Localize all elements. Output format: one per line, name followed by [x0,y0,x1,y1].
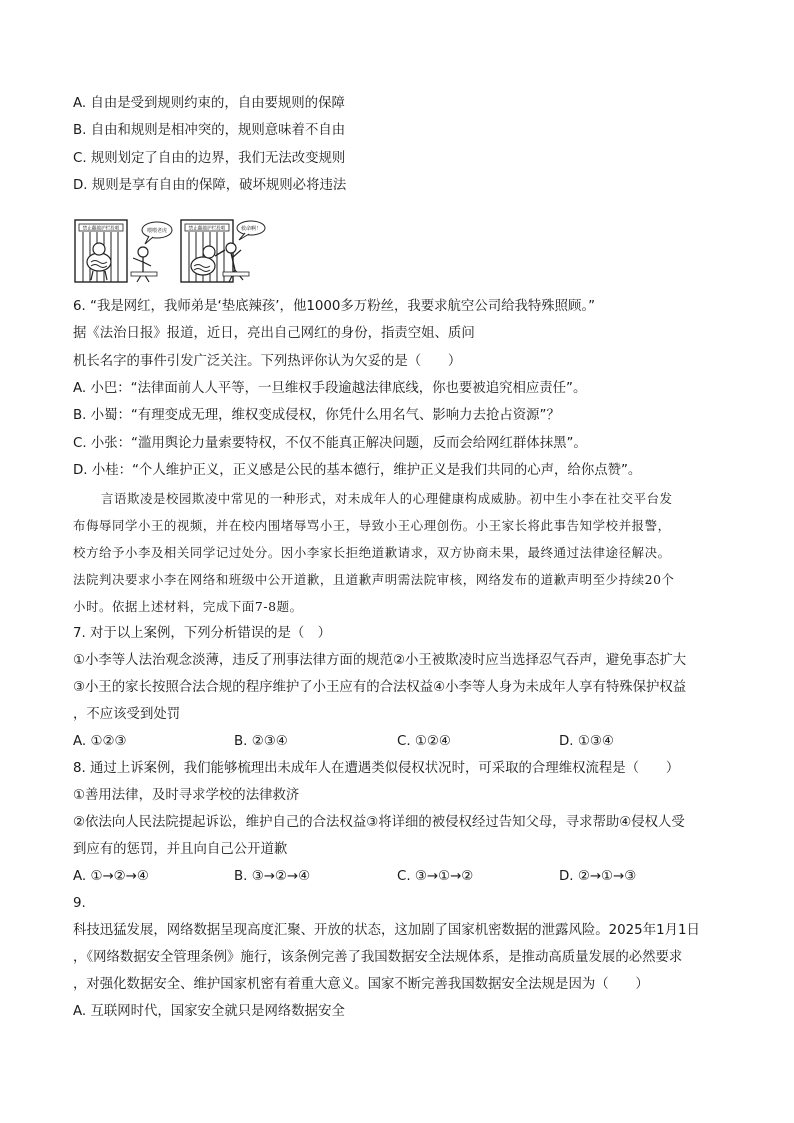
q6-stem-line-1: 6. “我是网红，我师弟是‘垫底辣孩’，他1000多万粉丝，我要求航空公司给我特殊照顾。” [73,299,596,314]
q7-option-b: B. ②③④ [234,734,288,749]
q8-statement-line-1: ①善用法律，及时寻求学校的法律救济 [73,788,300,803]
speech-bubble-left: 喂喂老虎 [146,228,168,234]
speech-bubble-right: 救命啊！ [240,226,262,232]
q8-option-d: D. ②→①→③ [559,869,637,884]
q8-option-b: B. ③→②→④ [234,869,311,884]
q6-stem-line-2: 据《法治日报》报道，近日，亮出自己网红的身份，指责空姐、质问 [73,326,475,341]
passage-line-4: 法院判决要求小李在网络和班级中公开道歉，且道歉声明需法院审核，网络发布的道歉声明至少持续20个 [73,572,675,587]
q9-stem-line-2: ，《网络数据安全管理条例》施行，该条例完善了我国数据安全法规体系，是推动高质量发展的必然要求 [73,950,683,965]
passage-line-3: 校方给予小李及相关同学记过处分。因小李家长拒绝道歉请求，双方协商未果，最终通过法律途径解决。 [73,545,671,560]
q6-option-d: D. 小桂：“个人维护正义，正义感是公民的基本德行，维护正义是我们共同的心声，给你点赞”。 [73,463,642,478]
q5-option-b: B. 自由和规则是相冲突的，规则意味着不自由 [73,123,346,138]
cage-sign-left: 禁止翻越护栏投喂 [82,226,120,232]
cartoon-panel-2 [181,220,265,282]
q7-statement-line-1: ①小李等人法治观念淡薄，违反了刑事法律方面的规范②小王被欺凌时应当选择忍气吞声，避免事态扩大 [73,653,687,668]
q8-option-a: A. ①→②→④ [73,869,149,884]
passage-line-2: 布侮辱同学小王的视频，并在校内围堵辱骂小王，导致小王心理创伤。小王家长将此事告知学校并报警， [73,518,671,533]
q7-statement-line-3: ，不应该受到处罚 [73,707,181,722]
q6-option-c: C. 小张：“滥用舆论力量索要特权，不仅不能真正解决问题，反而会给网红群体抹黑”。 [73,436,587,451]
q7-options [73,733,733,751]
q6-option-b: B. 小蜀：“有理变成无理，维权变成侵权，你凭什么用名气、影响力去抢占资源”？ [73,408,560,423]
tiger-cage-cartoon [73,216,273,288]
q8-statement-line-2: ②依法向人民法院提起诉讼，维护自己的合法权益③将详细的被侵权经过告知父母，寻求帮助④侵权人受 [73,815,685,830]
q8-statement-line-3: 到应有的惩罚，并且向自己公开道歉 [73,842,288,857]
q9-number: 9. [73,896,86,911]
q7-statement-line-2: ③小王的家长按照合法合规的程序维护了小王应有的合法权益④小李等人身为未成年人享有特殊保护权益 [73,680,687,695]
q7-option-c: C. ①②④ [397,734,451,749]
cartoon-panel-1 [75,220,172,282]
q6-option-a: A. 小巴：“法律面前人人平等，一旦维权手段逾越法律底线，你也要被追究相应责任”。 [73,381,587,396]
q8-options [73,868,733,886]
q9-stem-line-3: ，对强化数据安全、维护国家机密有着重大意义。国家不断完善我国数据安全法规是因为（ ） [73,977,649,992]
cage-sign-right: 禁止翻越护栏投喂 [188,226,226,232]
q5-option-c: C. 规则划定了自由的边界，我们无法改变规则 [73,151,346,166]
passage-line-5: 小时。依据上述材料，完成下面7-8题。 [73,599,303,614]
q8-stem: 8. 通过上诉案例，我们能够梳理出未成年人在遭遇类似侵权状况时，可采取的合理维权流程是（ ） [73,761,680,776]
q7-stem: 7. 对于以上案例，下列分析错误的是（ ） [73,626,332,641]
q9-option-a: A. 互联网时代，国家安全就只是网络数据安全 [73,1004,345,1019]
q7-option-d: D. ①③④ [559,734,614,749]
passage-line-1: 言语欺凌是校园欺凌中常见的一种形式，对未成年人的心理健康构成威胁。初中生小李在社交平台发 [101,491,673,506]
q8-option-c: C. ③→①→② [397,869,474,884]
q5-option-d: D. 规则是享有自由的保障，破坏规则必将违法 [73,178,347,193]
q6-stem-line-3: 机长名字的事件引发广泛关注。下列热评你认为欠妥的是（ ） [73,354,462,369]
q5-option-a: A. 自由是受到规则约束的，自由要规则的保障 [73,96,345,111]
q7-option-a: A. ①②③ [73,734,127,749]
q9-stem-line-1: 科技迅猛发展，网络数据呈现高度汇聚、开放的状态，这加剧了国家机密数据的泄露风险。2025年1月1日 [73,923,700,938]
